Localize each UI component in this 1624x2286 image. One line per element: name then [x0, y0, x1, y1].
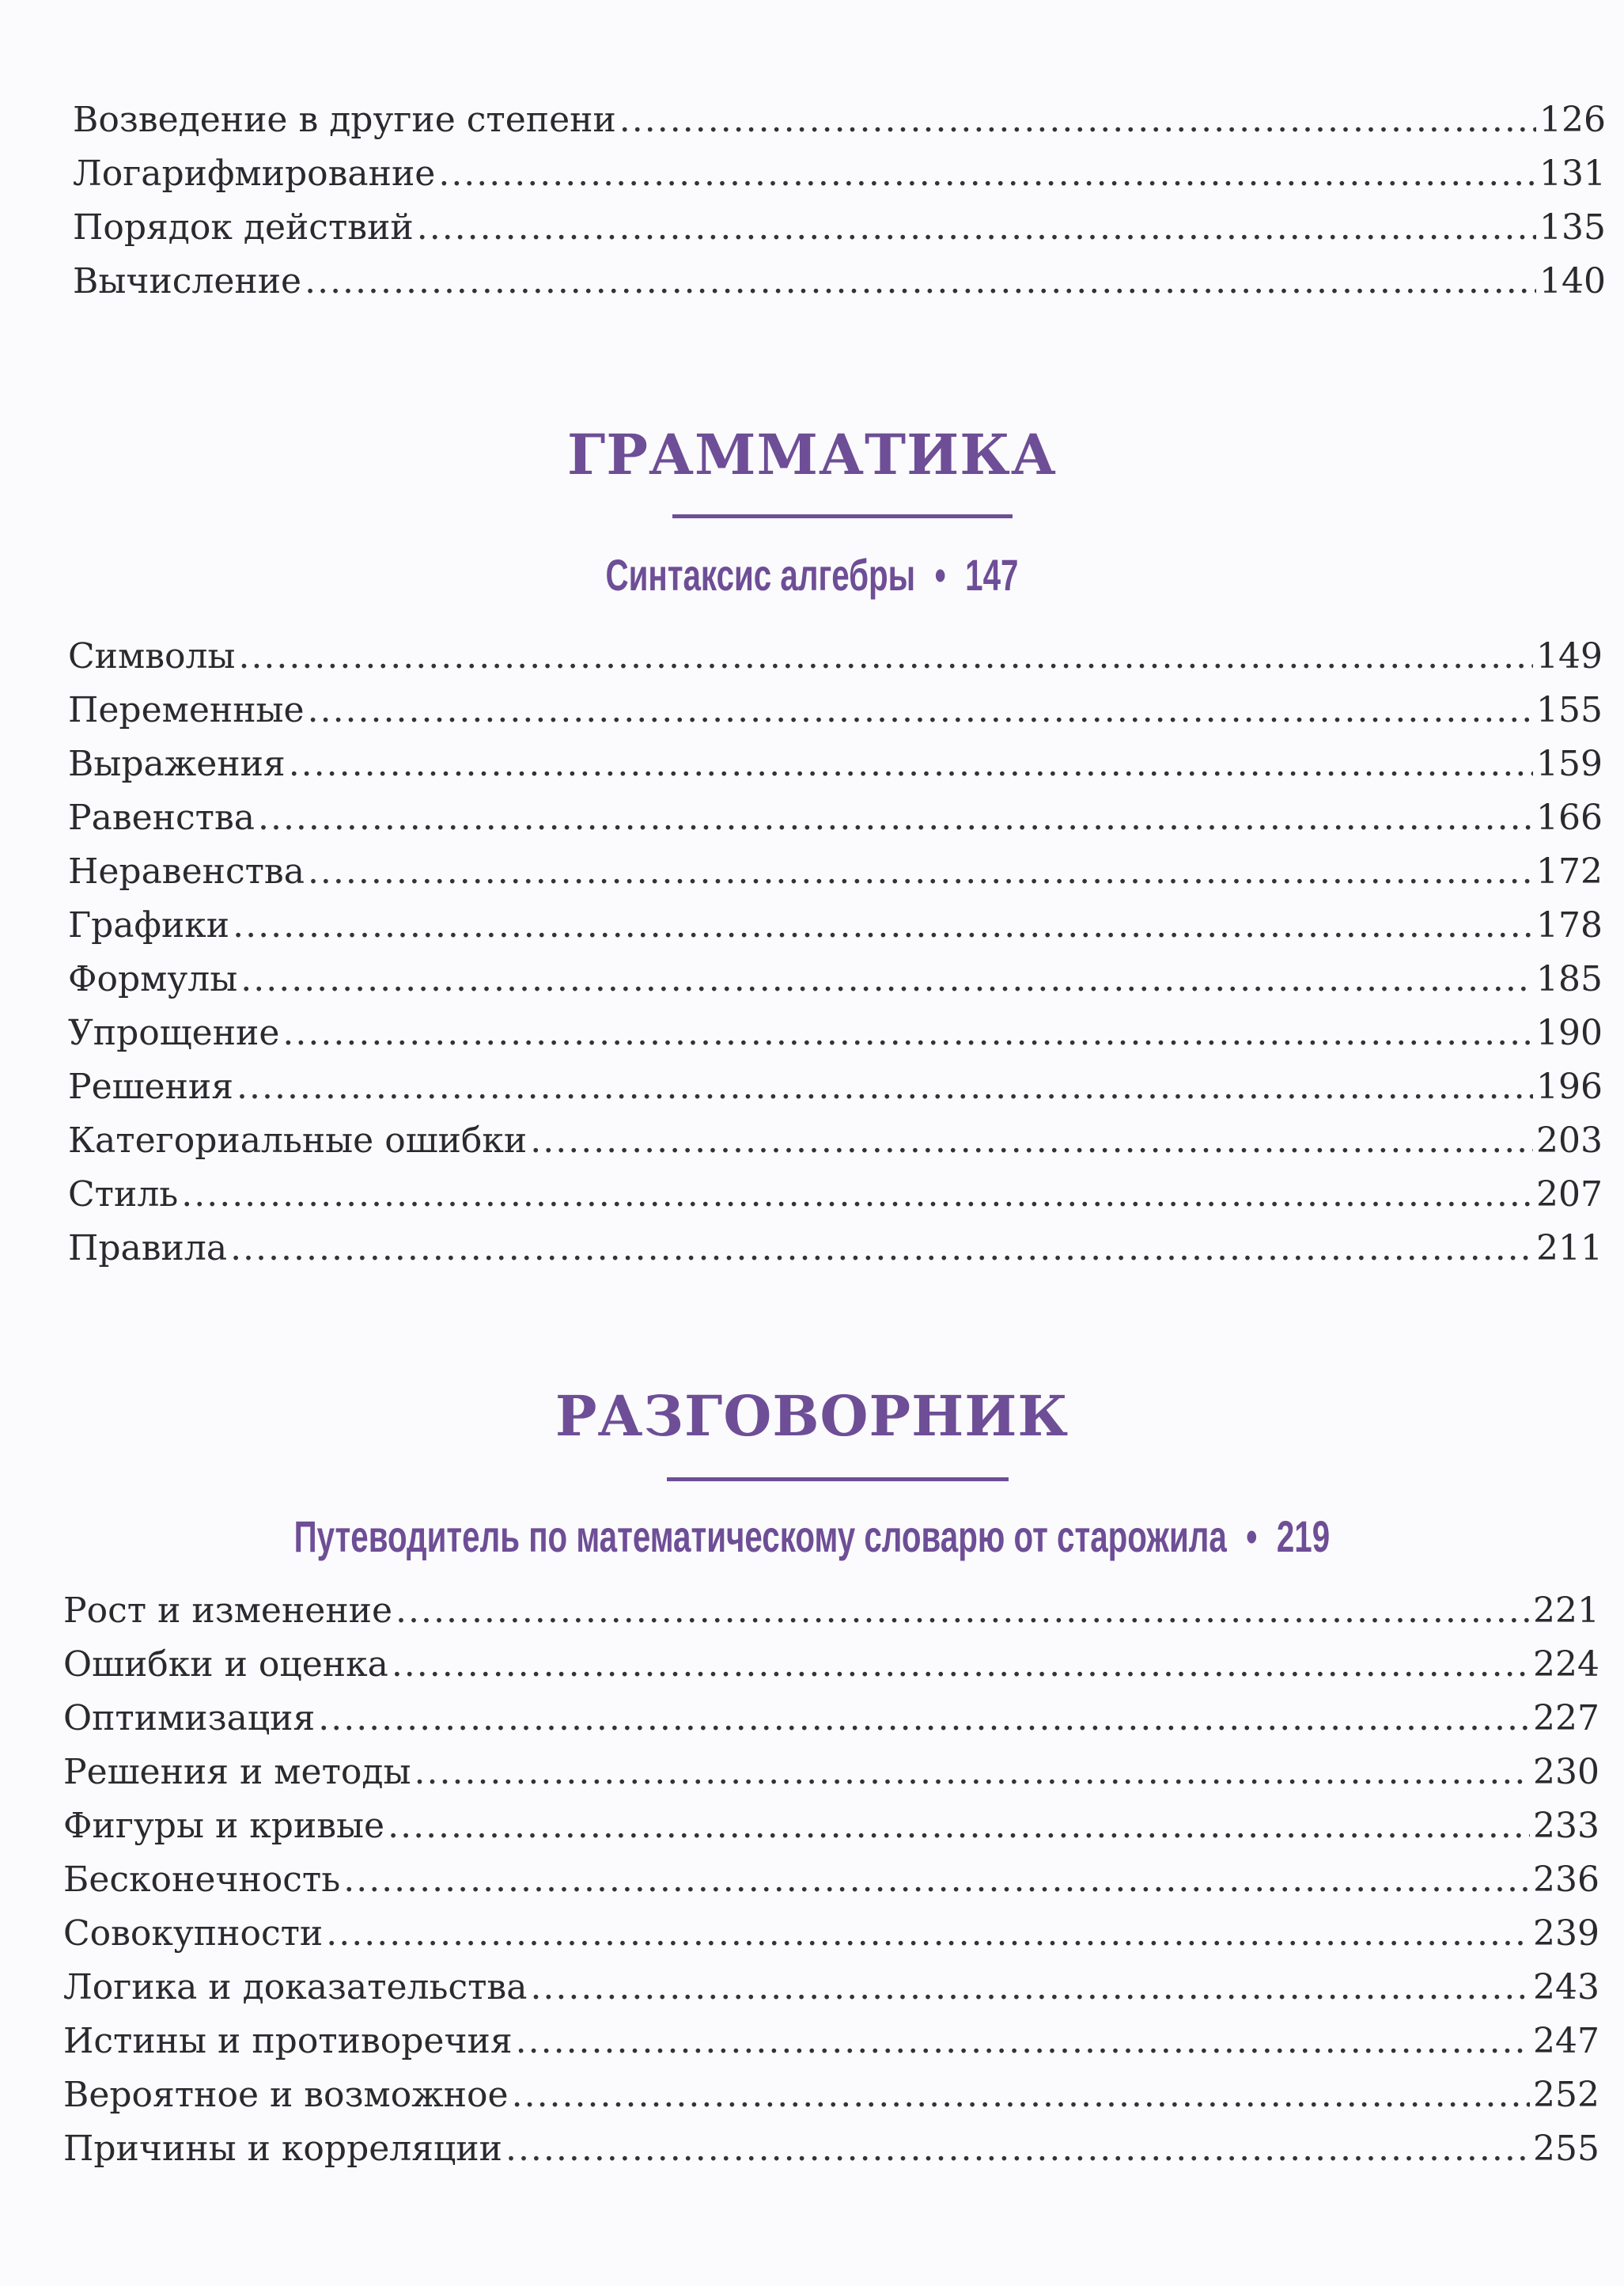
toc-entry[interactable] [68, 633, 1603, 680]
leader-dots [308, 848, 1533, 896]
leader-dots [258, 794, 1533, 842]
leader-dots [530, 1964, 1530, 2011]
entry-page: 190 [1536, 1013, 1603, 1053]
entry-page: 140 [1539, 261, 1606, 301]
leader-dots [326, 1910, 1530, 1958]
toc-entry[interactable] [63, 1856, 1599, 1904]
toc-entry[interactable] [68, 1063, 1603, 1111]
toc-entry[interactable] [68, 1117, 1603, 1165]
entry-title: Решения [68, 1067, 233, 1107]
entry-title: Символы [68, 636, 236, 677]
entry-page: 196 [1536, 1067, 1603, 1107]
leader-dots [396, 1587, 1530, 1635]
entry-title: Упрощение [68, 1013, 280, 1053]
entry-title: Ошибки и оценка [63, 1644, 388, 1685]
section-heading-phrasebook: РАЗГОВОРНИК [555, 1383, 1069, 1449]
leader-dots [305, 258, 1536, 305]
entry-page: 149 [1536, 636, 1603, 677]
section-divider [667, 1477, 1009, 1481]
entry-title: Стиль [68, 1174, 179, 1215]
section-subtitle-grammar [0, 548, 1624, 603]
toc-entry[interactable] [68, 794, 1603, 842]
entry-title: Фигуры и кривые [63, 1806, 385, 1846]
entry-page: 172 [1536, 851, 1603, 892]
entry-page: 233 [1533, 1806, 1599, 1846]
leader-dots [516, 2018, 1530, 2065]
entry-page: 207 [1536, 1174, 1603, 1215]
leader-dots [619, 97, 1536, 144]
entry-title: Вероятное и возможное [63, 2075, 509, 2115]
leader-dots [318, 1695, 1530, 1742]
entry-page: 131 [1539, 154, 1606, 194]
entry-title: Графики [68, 905, 230, 946]
leader-dots [530, 1117, 1533, 1165]
entry-title: Логарифмирование [73, 154, 436, 194]
entry-title: Формулы [68, 959, 238, 999]
entry-page: 252 [1533, 2075, 1599, 2115]
entry-title: Неравенства [68, 851, 305, 892]
entry-page: 243 [1533, 1967, 1599, 2007]
leader-dots [282, 1010, 1533, 1057]
leader-dots [238, 633, 1533, 680]
toc-entry[interactable] [63, 1587, 1599, 1635]
entry-title: Вычисление [73, 261, 302, 301]
leader-dots [388, 1803, 1530, 1850]
toc-entry[interactable] [63, 1964, 1599, 2011]
entry-title: Оптимизация [63, 1698, 316, 1738]
toc-entry[interactable] [63, 1641, 1599, 1689]
entry-page: 159 [1536, 744, 1603, 784]
toc-entry[interactable] [63, 1910, 1599, 1958]
leader-dots [308, 687, 1533, 734]
entry-title: Переменные [68, 690, 305, 730]
toc-entry[interactable] [68, 741, 1603, 788]
entry-page: 230 [1533, 1752, 1599, 1792]
leader-dots [438, 150, 1536, 198]
entry-title: Категориальные ошибки [68, 1120, 528, 1161]
subtitle-text: Синтаксис алгебры [605, 550, 916, 600]
entry-title: Рост и изменение [63, 1590, 393, 1631]
toc-entry[interactable] [68, 687, 1603, 734]
entry-page: 211 [1536, 1228, 1603, 1268]
entry-page: 247 [1533, 2021, 1599, 2061]
leader-dots [230, 1225, 1533, 1272]
section-subtitle-phrasebook [0, 1509, 1624, 1564]
entry-title: Возведение в другие степени [73, 100, 616, 140]
entry-page: 227 [1533, 1698, 1599, 1738]
toc-entry[interactable] [68, 956, 1603, 1003]
toc-entry[interactable] [68, 902, 1603, 950]
bullet: • [934, 550, 946, 600]
entry-title: Правила [68, 1228, 228, 1268]
subtitle-page: 219 [1276, 1511, 1331, 1561]
leader-dots [233, 902, 1533, 950]
entry-page: 255 [1533, 2129, 1599, 2169]
entry-page: 221 [1533, 1590, 1599, 1631]
toc-entry[interactable] [73, 150, 1606, 198]
entry-page: 185 [1536, 959, 1603, 999]
leader-dots [181, 1171, 1533, 1219]
leader-dots [343, 1856, 1530, 1904]
entry-title: Истины и противоречия [63, 2021, 513, 2061]
toc-entry[interactable] [73, 204, 1606, 252]
section-divider [672, 514, 1013, 518]
entry-page: 178 [1536, 905, 1603, 946]
entry-page: 166 [1536, 798, 1603, 838]
entry-title: Логика и доказательства [63, 1967, 528, 2007]
toc-entry[interactable] [68, 848, 1603, 896]
subtitle-text: Путеводитель по математическому словарю от старожила [293, 1511, 1227, 1561]
toc-entry[interactable] [63, 1803, 1599, 1850]
bullet: • [1246, 1511, 1258, 1561]
toc-entry[interactable] [68, 1225, 1603, 1272]
entry-page: 239 [1533, 1913, 1599, 1954]
entry-page: 203 [1536, 1120, 1603, 1161]
entry-title: Решения и методы [63, 1752, 411, 1792]
entry-title: Совокупности [63, 1913, 324, 1954]
leader-dots [415, 1749, 1531, 1796]
toc-entry[interactable] [68, 1171, 1603, 1219]
leader-dots [392, 1641, 1530, 1689]
leader-dots [240, 956, 1533, 1003]
entry-title: Выражения [68, 744, 286, 784]
entry-page: 135 [1539, 207, 1606, 248]
entry-page: 155 [1536, 690, 1603, 730]
toc-entry[interactable] [63, 1695, 1599, 1742]
toc-entry[interactable] [63, 1749, 1599, 1796]
entry-page: 126 [1539, 100, 1606, 140]
entry-page: 224 [1533, 1644, 1599, 1685]
entry-page: 236 [1533, 1860, 1599, 1900]
toc-entry[interactable] [73, 97, 1606, 144]
leader-dots [505, 2125, 1530, 2173]
leader-dots [237, 1063, 1533, 1111]
entry-title: Причины и корреляции [63, 2129, 502, 2169]
toc-entry[interactable] [63, 2018, 1599, 2065]
entry-title: Порядок действий [73, 207, 414, 248]
section-heading-grammar: ГРАММАТИКА [567, 422, 1057, 487]
entry-title: Равенства [68, 798, 255, 838]
toc-entry[interactable] [68, 1010, 1603, 1057]
toc-entry[interactable] [63, 2072, 1599, 2119]
toc-entry[interactable] [73, 258, 1606, 305]
entry-title: Бесконечность [63, 1860, 341, 1900]
toc-entry[interactable] [63, 2125, 1599, 2173]
subtitle-page: 147 [965, 550, 1019, 600]
leader-dots [417, 204, 1536, 252]
leader-dots [289, 741, 1533, 788]
leader-dots [512, 2072, 1530, 2119]
